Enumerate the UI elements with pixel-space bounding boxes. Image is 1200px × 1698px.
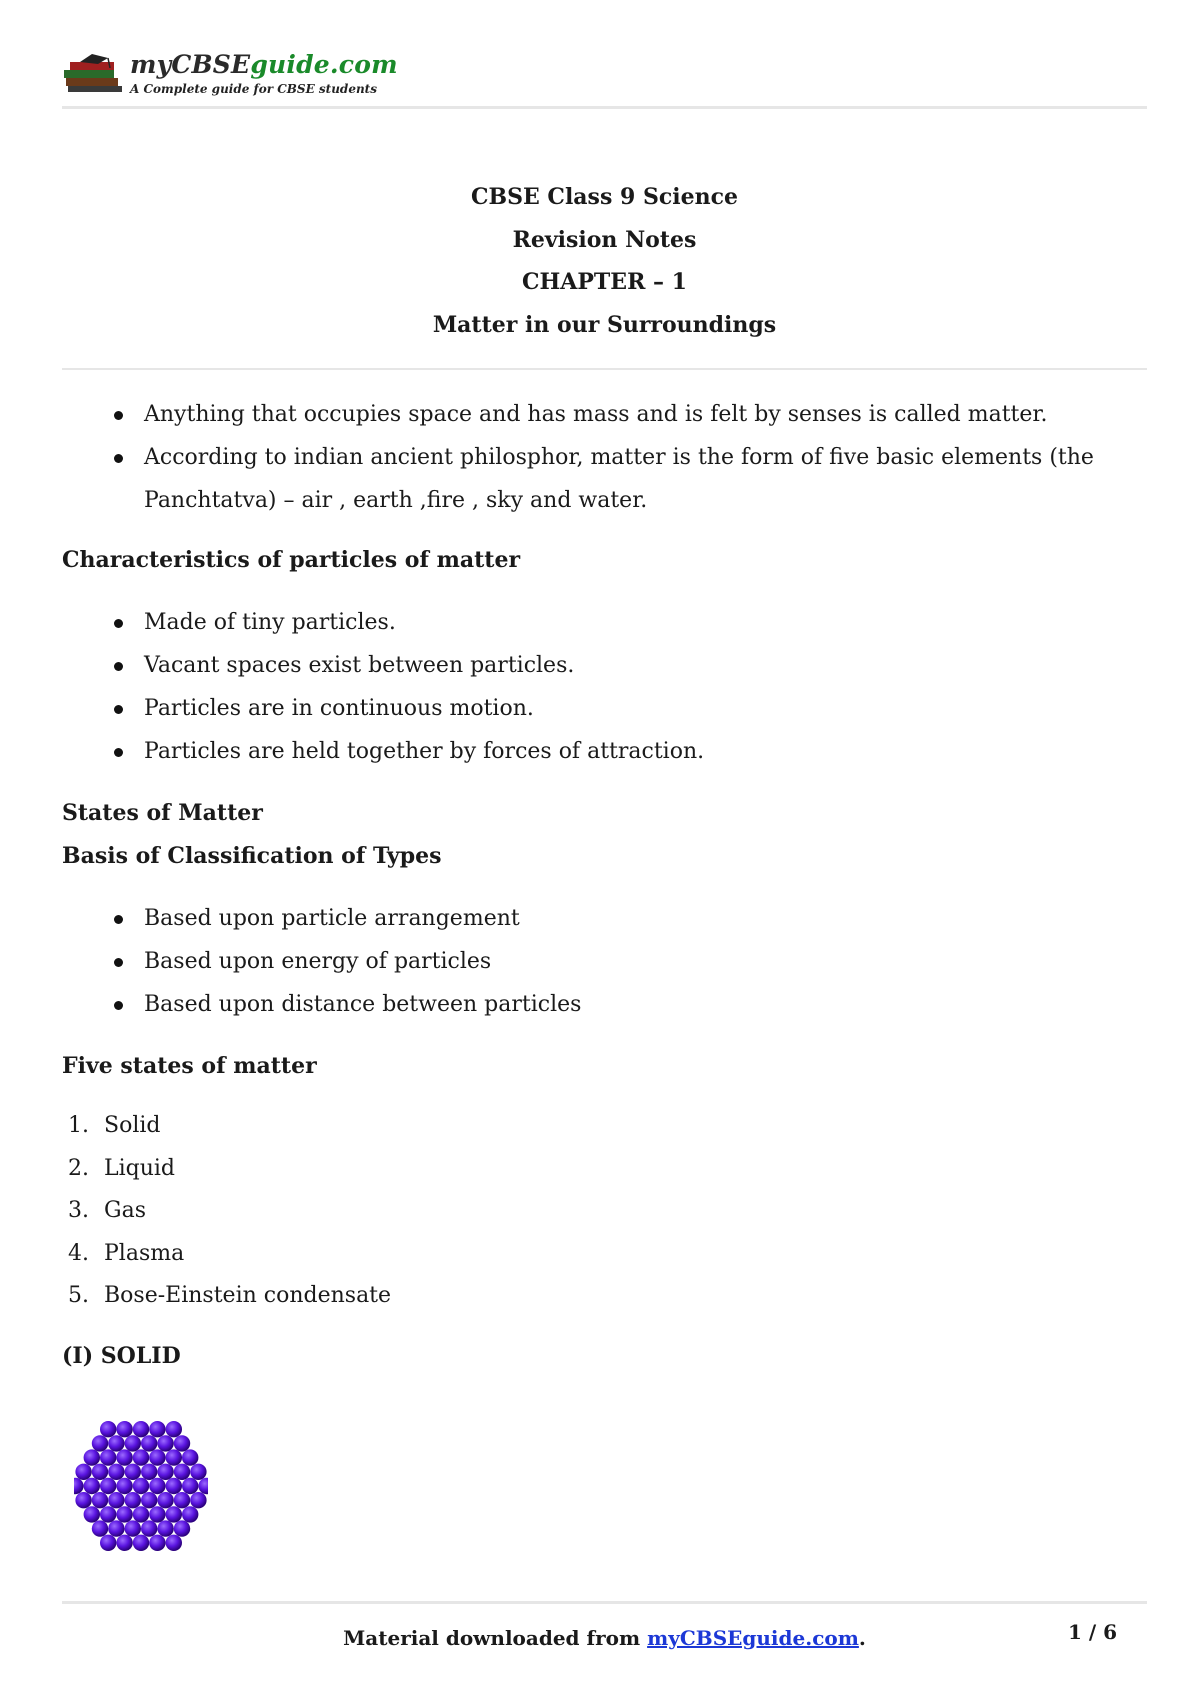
list-item: Based upon particle arrangement [144,897,1147,940]
list-number: 2. [68,1155,89,1181]
list-label: Liquid [104,1155,176,1181]
classification-list [62,897,1147,1026]
logo-wordmark-main: myCBSE [130,50,251,79]
particle [182,1449,198,1465]
particle [157,1435,173,1451]
particle [141,1520,157,1536]
particle [166,1506,182,1522]
particle [92,1520,108,1536]
page-number: 1 / 6 [1067,1620,1117,1644]
particle [75,1464,91,1480]
particle [174,1435,190,1451]
particle [149,1535,165,1551]
title-topic: Matter in our Surroundings [432,311,777,338]
particle [108,1464,124,1480]
particle [166,1535,182,1551]
solid-particles-figure [74,1419,208,1553]
document-body [62,393,1147,1378]
title-class: CBSE Class 9 Science [471,184,738,210]
particle [182,1506,198,1522]
list-number: 1. [68,1113,89,1138]
particle [116,1449,132,1465]
particle [157,1492,173,1508]
particle [174,1464,190,1480]
section-heading-characteristics: Characteristics of particles of matter [62,547,521,573]
particle [133,1478,149,1494]
particle [166,1421,182,1437]
list-label: Plasma [104,1240,185,1266]
particle [125,1435,141,1451]
particle [75,1492,91,1508]
particle [166,1449,182,1465]
page-header [62,40,1147,109]
list-item [68,1275,1147,1318]
particle [92,1464,108,1480]
title-revision: Revision Notes [512,226,697,253]
particle [174,1520,190,1536]
particle [116,1506,132,1522]
particle [141,1492,157,1508]
list-item [68,1105,1147,1148]
page-footer [62,1601,1147,1650]
particle [92,1492,108,1508]
section-heading-states: States of Matter [62,800,263,826]
title-divider [62,368,1147,370]
site-logo[interactable] [62,46,402,100]
particle [190,1492,206,1508]
particle [100,1506,116,1522]
characteristics-list [62,601,1147,773]
particle [149,1449,165,1465]
particle [84,1449,100,1465]
list-item: Vacant spaces exist between particles. [144,644,1147,687]
list-item: Based upon energy of particles [144,940,1147,983]
particle [141,1435,157,1451]
particle [133,1506,149,1522]
particle [149,1421,165,1437]
five-states-list [62,1105,1147,1318]
section-subheading-basis: Basis of Classification of Types [62,843,442,869]
particle [84,1478,100,1494]
list-label: Solid [104,1113,161,1138]
particle [125,1492,141,1508]
particle [149,1506,165,1522]
particle [157,1464,173,1480]
particle [157,1520,173,1536]
list-item [68,1233,1147,1276]
particle [190,1464,206,1480]
list-label: Bose-Einstein condensate [104,1283,392,1308]
particle [100,1449,116,1465]
intro-list [62,393,1147,522]
logo-wordmark-suffix: guide.com [250,50,398,79]
list-item [68,1190,1147,1233]
particle [108,1435,124,1451]
particle [100,1421,116,1437]
particle [116,1421,132,1437]
section-heading-solid: (I) SOLID [62,1342,181,1369]
footer-suffix: . [858,1626,866,1650]
particle [116,1535,132,1551]
particle [182,1478,198,1494]
footer-credit [62,1626,1147,1650]
particle [125,1464,141,1480]
particle [108,1492,124,1508]
list-item: According to indian ancient philosphor, matter is the form of five basic elements (the Panchtatva) – air , earth ,fire , sky and water. [144,436,1147,522]
list-item: Particles are held together by forces of attraction. [144,730,1147,773]
particle [198,1478,208,1494]
list-item: Particles are in continuous motion. [144,687,1147,730]
section-heading-five-states: Five states of matter [62,1053,317,1079]
particle [125,1520,141,1536]
particle [174,1492,190,1508]
particle [133,1421,149,1437]
particle [116,1478,132,1494]
particle [133,1449,149,1465]
particle [100,1535,116,1551]
particle [141,1464,157,1480]
list-item [68,1148,1147,1191]
footer-link[interactable]: myCBSEguide.com [647,1626,859,1650]
particle [149,1478,165,1494]
list-label: Gas [104,1198,146,1223]
logo-tagline: A Complete guide for CBSE students [130,82,377,96]
logo-wordmark [130,50,398,79]
particle [100,1478,116,1494]
particle [74,1478,84,1494]
footer-prefix: Material downloaded from [343,1626,648,1650]
books-icon [62,52,126,94]
particle [84,1506,100,1522]
list-number: 3. [68,1198,89,1223]
particle [133,1535,149,1551]
list-item: Based upon distance between particles [144,983,1147,1026]
particle [166,1478,182,1494]
list-item: Made of tiny particles. [144,601,1147,644]
list-number: 5. [68,1283,89,1308]
list-item: Anything that occupies space and has mass and is felt by senses is called matter. [144,393,1147,436]
particle [108,1520,124,1536]
particle [92,1435,108,1451]
document-title [62,176,1147,346]
list-number: 4. [68,1240,89,1266]
title-chapter: CHAPTER – 1 [522,269,687,295]
